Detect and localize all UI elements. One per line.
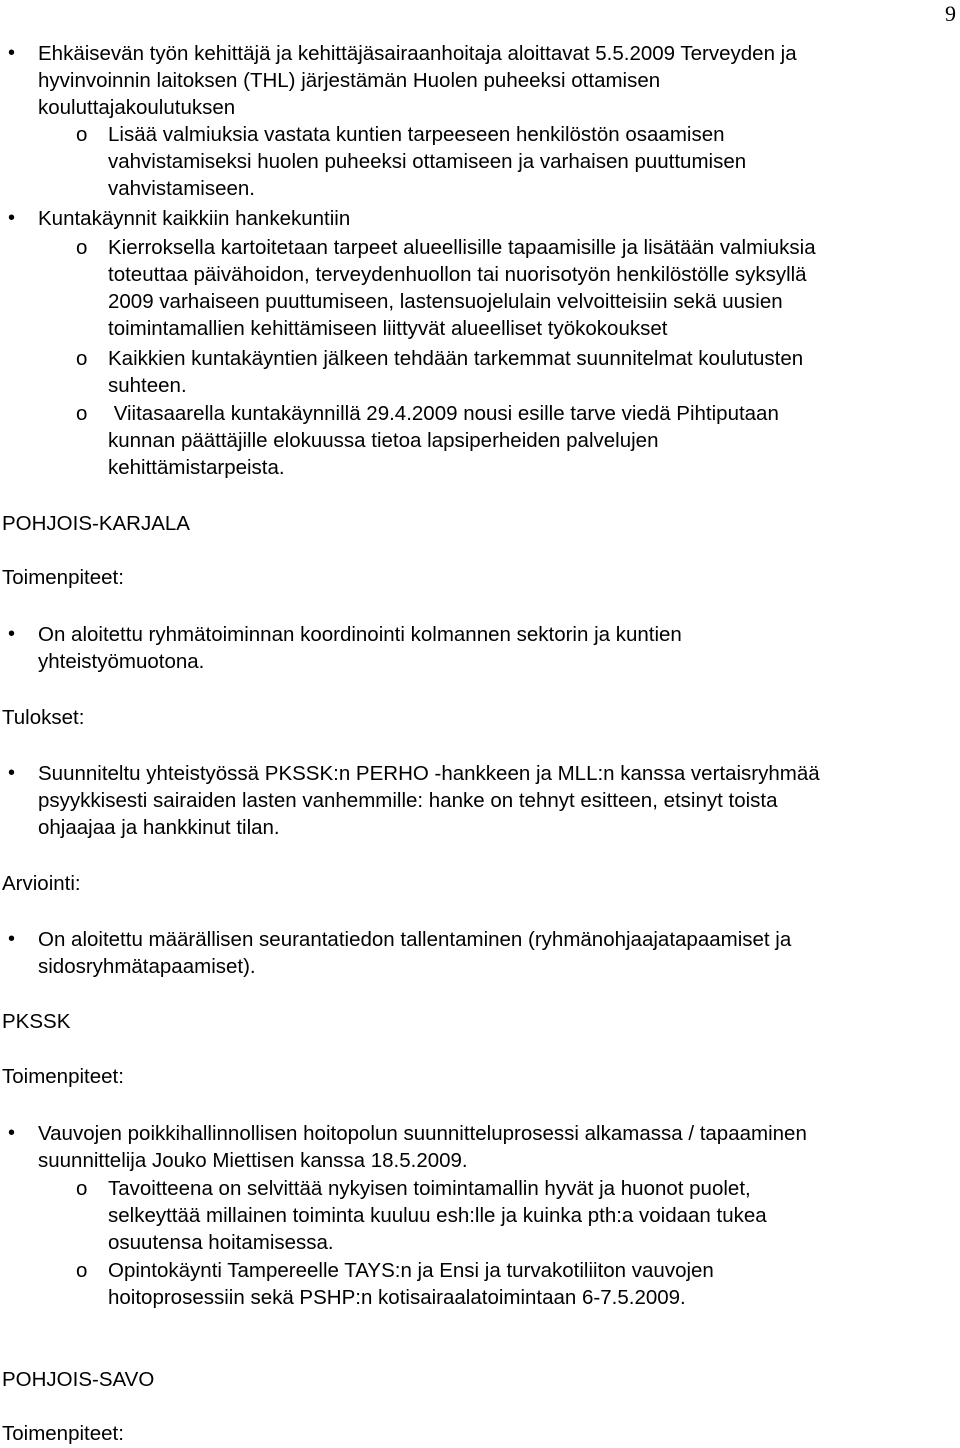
paragraph-line: Opintokäynti Tampereelle TAYS:n ja Ensi ja turvakotiliiton vauvojen — [108, 1259, 714, 1282]
bullet-marker: • — [8, 1122, 16, 1144]
sub-bullet-marker: o — [76, 1259, 88, 1282]
paragraph-line: Kaikkien kuntakäyntien jälkeen tehdään tarkemmat suunnitelmat koulutusten — [108, 347, 804, 370]
paragraph-line: ohjaajaa ja hankkinut tilan. — [38, 816, 280, 839]
paragraph-line: Lisää valmiuksia vastata kuntien tarpeeseen henkilöstön osaamisen — [108, 123, 725, 146]
paragraph-line: Vauvojen poikkihallinnollisen hoitopolun suunnitteluprosessi alkamassa / tapaaminen — [38, 1122, 807, 1145]
paragraph-line: On aloitettu ryhmätoiminnan koordinointi kolmannen sektorin ja kuntien — [38, 623, 682, 646]
paragraph-line: hyvinvoinnin laitoksen (THL) järjestämän Huolen puheeksi ottamisen — [38, 69, 661, 92]
paragraph-line: suunnittelija Jouko Miettisen kanssa 18.5.2009. — [38, 1149, 468, 1172]
paragraph-line: Tavoitteena on selvittää nykyisen toimintamallin hyvät ja huonot puolet, — [108, 1177, 751, 1200]
page-number: 9 — [945, 1, 956, 26]
paragraph-line: psyykkisesti sairaiden lasten vanhemmille: hanke on tehnyt esitteen, etsinyt toista — [38, 789, 778, 812]
paragraph-line: kouluttajakoulutuksen — [38, 96, 236, 119]
paragraph-line: toteuttaa päivähoidon, terveydenhuollon tai nuorisotyön henkilöstölle syksyllä — [108, 263, 807, 286]
bullet-marker: • — [8, 928, 16, 950]
sub-bullet-marker: o — [76, 123, 88, 146]
paragraph-line: selkeyttää millainen toiminta kuuluu esh:lle ja kuinka pth:a voidaan tukea — [108, 1204, 767, 1227]
paragraph-line: Suunniteltu yhteistyössä PKSSK:n PERHO -hankkeen ja MLL:n kanssa vertaisryhmää — [38, 762, 820, 785]
bullet-marker: • — [8, 623, 16, 645]
bullet-marker: • — [8, 207, 16, 229]
paragraph-line: Viitasaarella kuntakäynnillä 29.4.2009 nousi esille tarve viedä Pihtiputaan — [108, 402, 779, 425]
paragraph-line: Kuntakäynnit kaikkiin hankekuntiin — [38, 207, 351, 230]
paragraph-line: kehittämistarpeista. — [108, 456, 285, 479]
sub-bullet-marker: o — [76, 1177, 88, 1200]
section-label: Toimenpiteet: — [2, 1065, 124, 1088]
bullet-marker: • — [8, 762, 16, 784]
paragraph-line: suhteen. — [108, 374, 187, 397]
sub-bullet-marker: o — [76, 236, 88, 259]
paragraph-line: toimintamallien kehittämiseen liittyvät alueelliset työkokoukset — [108, 317, 668, 340]
paragraph-line: On aloitettu määrällisen seurantatiedon tallentaminen (ryhmänohjaajatapaamiset ja — [38, 928, 792, 951]
paragraph-line: vahvistamiseksi huolen puheeksi ottamiseen ja varhaisen puuttumisen — [108, 150, 747, 173]
region-heading: POHJOIS-SAVO — [2, 1368, 155, 1391]
region-heading: PKSSK — [2, 1010, 71, 1033]
paragraph-line: osuutensa hoitamisessa. — [108, 1231, 334, 1254]
paragraph-line: 2009 varhaiseen puuttumiseen, lastensuojelulain velvoitteisiin sekä uusien — [108, 290, 783, 313]
section-label: Arviointi: — [2, 872, 81, 895]
bullet-marker: • — [8, 42, 16, 64]
section-label: Tulokset: — [2, 706, 85, 729]
paragraph-line: hoitoprosessiin sekä PSHP:n kotisairaalatoimintaan 6-7.5.2009. — [108, 1286, 686, 1309]
section-label: Toimenpiteet: — [2, 566, 124, 589]
paragraph-line: vahvistamiseen. — [108, 177, 255, 200]
section-label: Toimenpiteet: — [2, 1422, 124, 1445]
paragraph-line: Ehkäisevän työn kehittäjä ja kehittäjäsairaanhoitaja aloittavat 5.5.2009 Terveyden ja — [38, 42, 797, 65]
sub-bullet-marker: o — [76, 402, 88, 425]
paragraph-line: kunnan päättäjille elokuussa tietoa lapsiperheiden palvelujen — [108, 429, 659, 452]
sub-bullet-marker: o — [76, 347, 88, 370]
region-heading: POHJOIS-KARJALA — [2, 512, 190, 535]
paragraph-line: sidosryhmätapaamiset). — [38, 955, 256, 978]
paragraph-line: Kierroksella kartoitetaan tarpeet alueellisille tapaamisille ja lisätään valmiuksia — [108, 236, 816, 259]
paragraph-line: yhteistyömuotona. — [38, 650, 205, 673]
